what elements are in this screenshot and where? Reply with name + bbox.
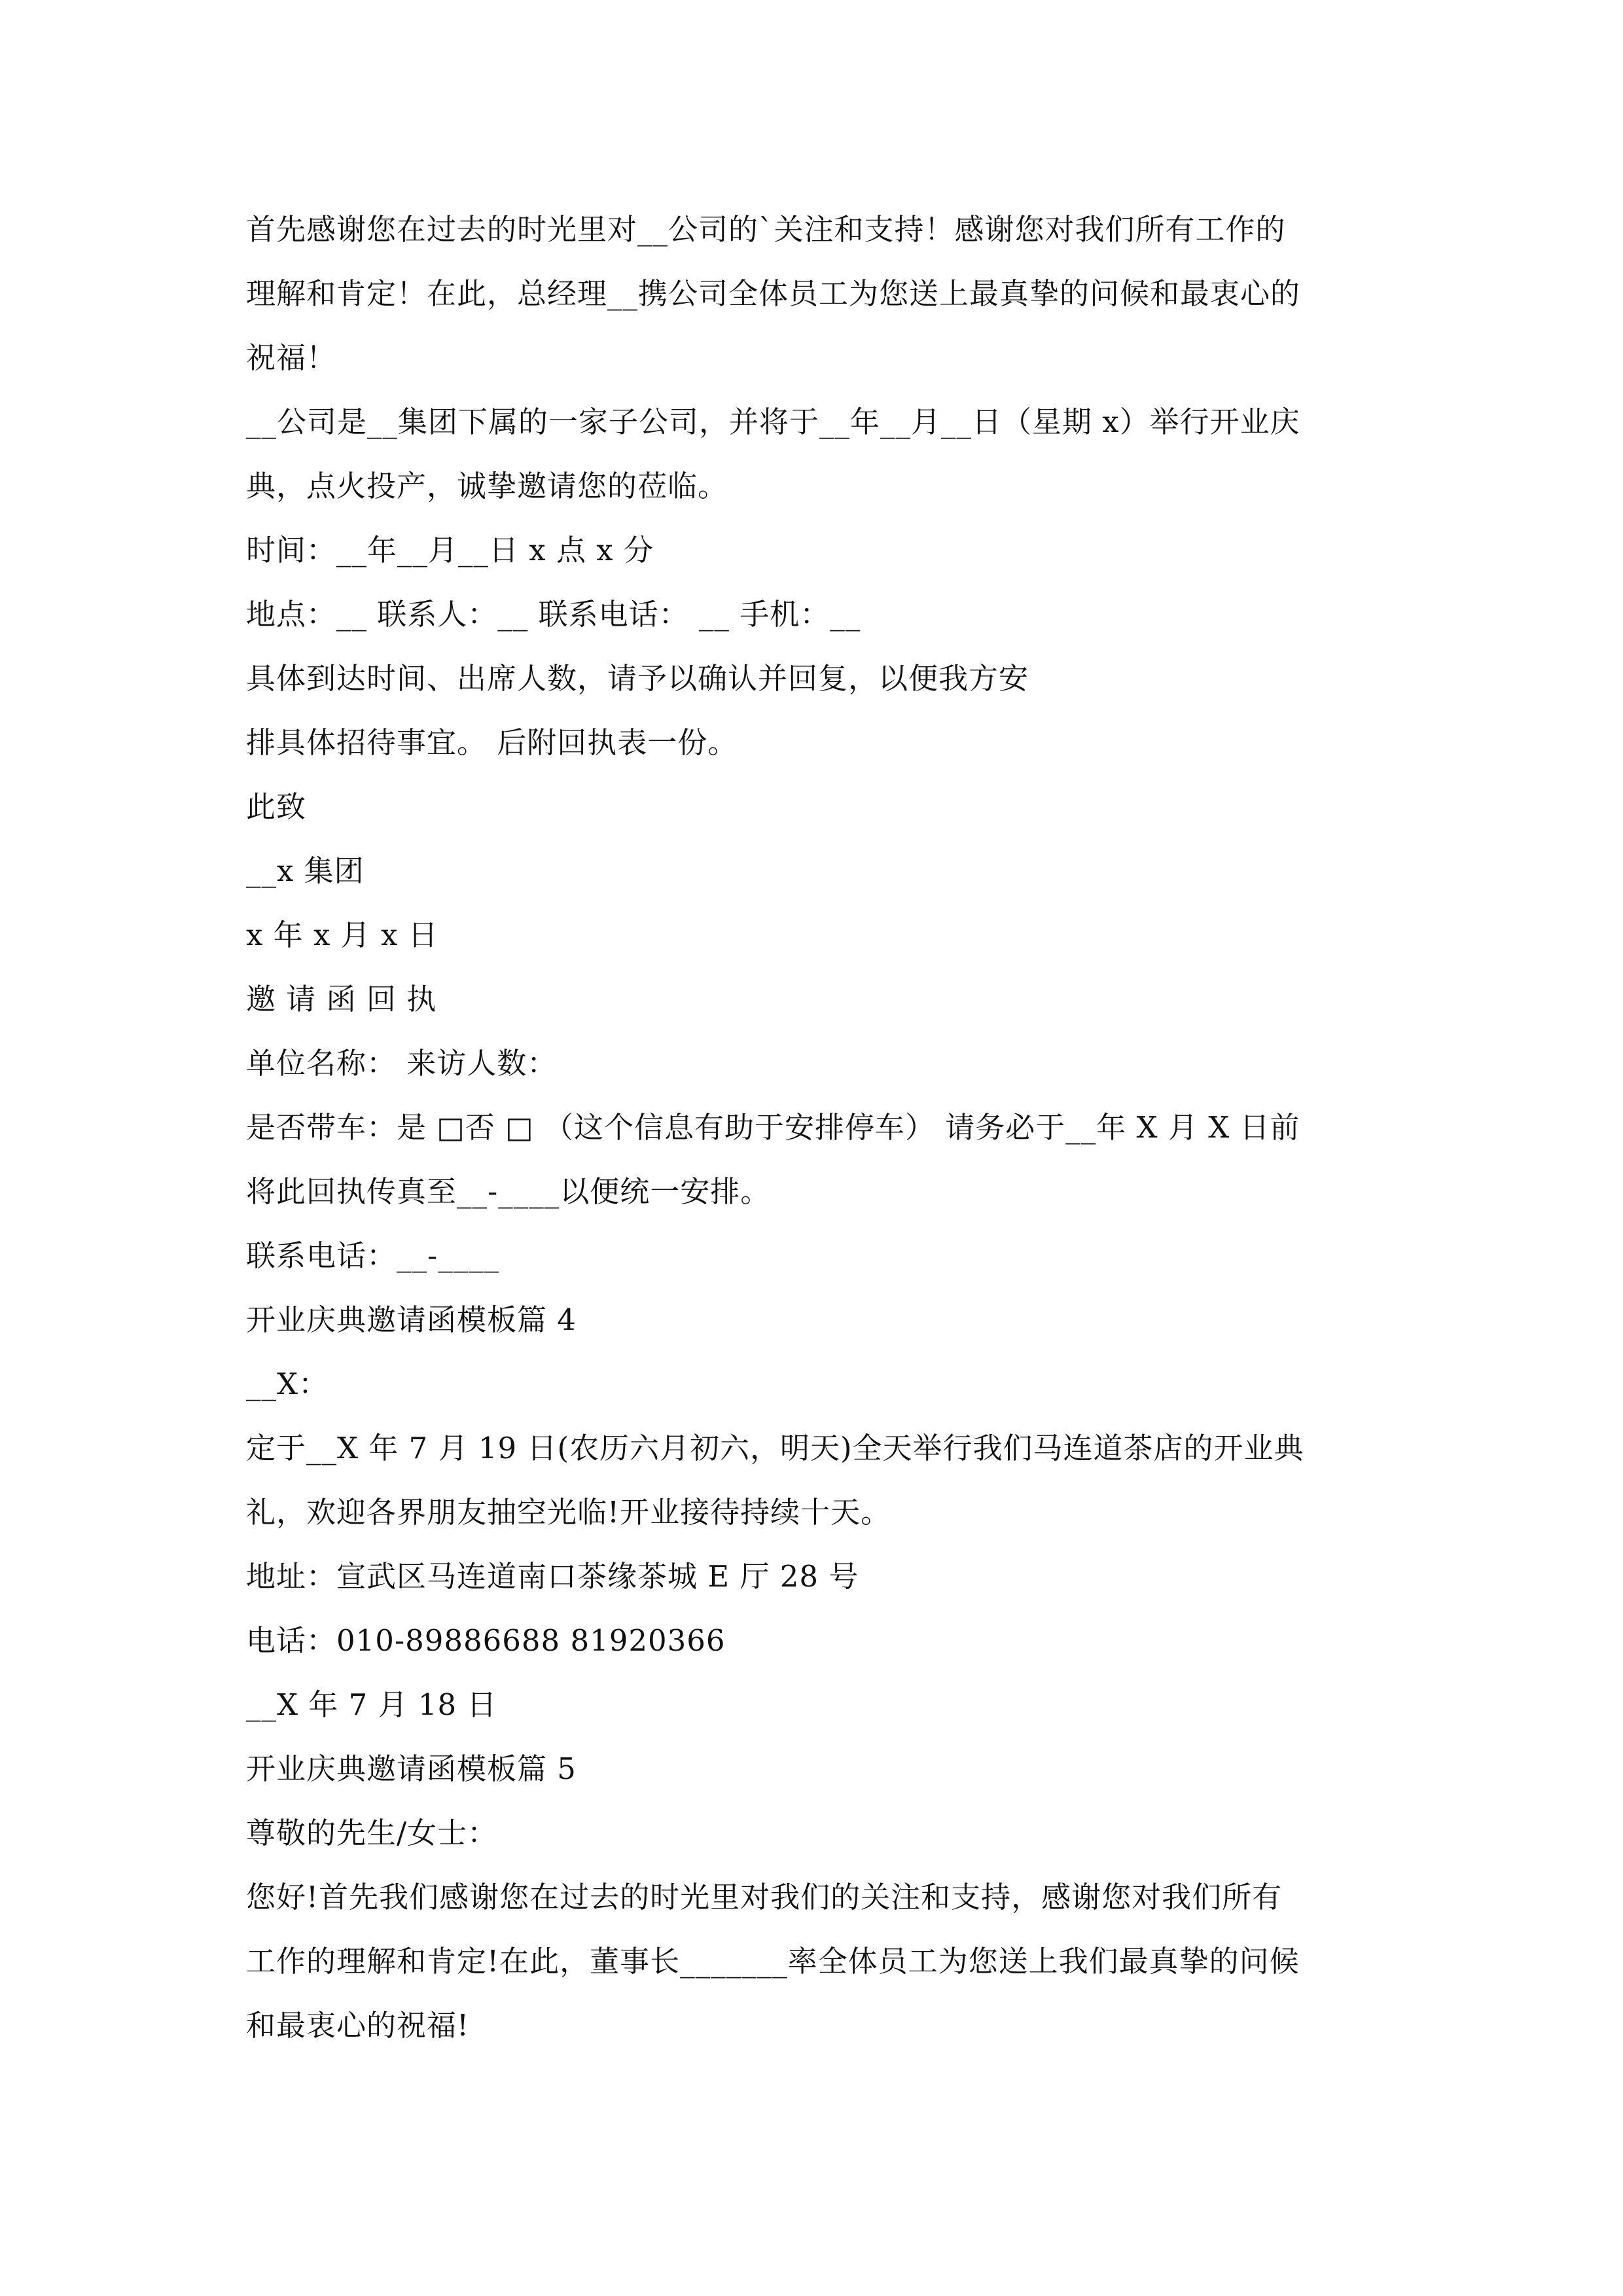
paragraph-line: 典，点火投产，诚挚邀请您的莅临。: [246, 469, 728, 503]
section-heading: 开业庆典邀请函模板篇 5: [246, 1751, 577, 1786]
paragraph-line: 您好!首先我们感谢您在过去的时光里对我们的关注和支持，感谢您对我们所有: [246, 1880, 1283, 1914]
phone-line: 电话：010-89886688 81920366: [246, 1623, 726, 1658]
closing-line: 此致: [246, 789, 307, 824]
paragraph-line: 和最衷心的祝福!: [246, 2008, 470, 2043]
salutation-line: __X：: [246, 1367, 329, 1401]
section-heading: 开业庆典邀请函模板篇 4: [246, 1302, 577, 1337]
reply-form-title: 邀 请 函 回 执: [246, 982, 437, 1016]
signature-line: __x 集团: [246, 853, 365, 888]
date-line: x 年 x 月 x 日: [246, 918, 438, 952]
paragraph-line: 理解和肯定！在此，总经理__携公司全体员工为您送上最真挚的问候和最衷心的: [246, 276, 1301, 311]
paragraph-line: 定于__X 年 7 月 19 日(农历六月初六，明天)全天举行我们马连道茶店的开业典: [246, 1431, 1304, 1465]
date-line: __X 年 7 月 18 日: [246, 1687, 497, 1722]
paragraph-line: 祝福！: [246, 340, 337, 375]
reply-form-line: 将此回执传真至__-____以便统一安排。: [246, 1174, 771, 1209]
address-line: 地址：宣武区马连道南口茶缘茶城 E 厅 28 号: [246, 1559, 859, 1594]
paragraph-line: 礼，欢迎各界朋友抽空光临!开业接待持续十天。: [246, 1495, 891, 1530]
time-line: 时间：__年__月__日 x 点 x 分: [246, 533, 654, 567]
paragraph-line: 首先感谢您在过去的时光里对__公司的`关注和支持！感谢您对我们所有工作的: [246, 212, 1286, 247]
paragraph-line: 具体到达时间、出席人数，请予以确认并回复，以便我方安: [246, 661, 1029, 696]
paragraph-line: __公司是__集团下属的一家子公司，并将于__年__月__日（星期 x）举行开业庆: [246, 404, 1300, 439]
salutation-line: 尊敬的先生/女士：: [246, 1816, 498, 1850]
paragraph-line: 工作的理解和肯定!在此，董事长_______率全体员工为您送上我们最真挚的问候: [246, 1944, 1300, 1979]
reply-form-line: 单位名称： 来访人数：: [246, 1046, 558, 1081]
paragraph-line: 排具体招待事宜。 后附回执表一份。: [246, 725, 738, 760]
document-body: [246, 198, 1385, 2058]
location-contact-line: 地点：__ 联系人：__ 联系电话： __ 手机：__: [246, 597, 861, 632]
reply-form-line: 联系电话：__-____: [246, 1238, 500, 1273]
reply-form-line: 是否带车：是 □否 □ （这个信息有助于安排停车） 请务必于__年 X 月 X 日前: [246, 1110, 1300, 1145]
